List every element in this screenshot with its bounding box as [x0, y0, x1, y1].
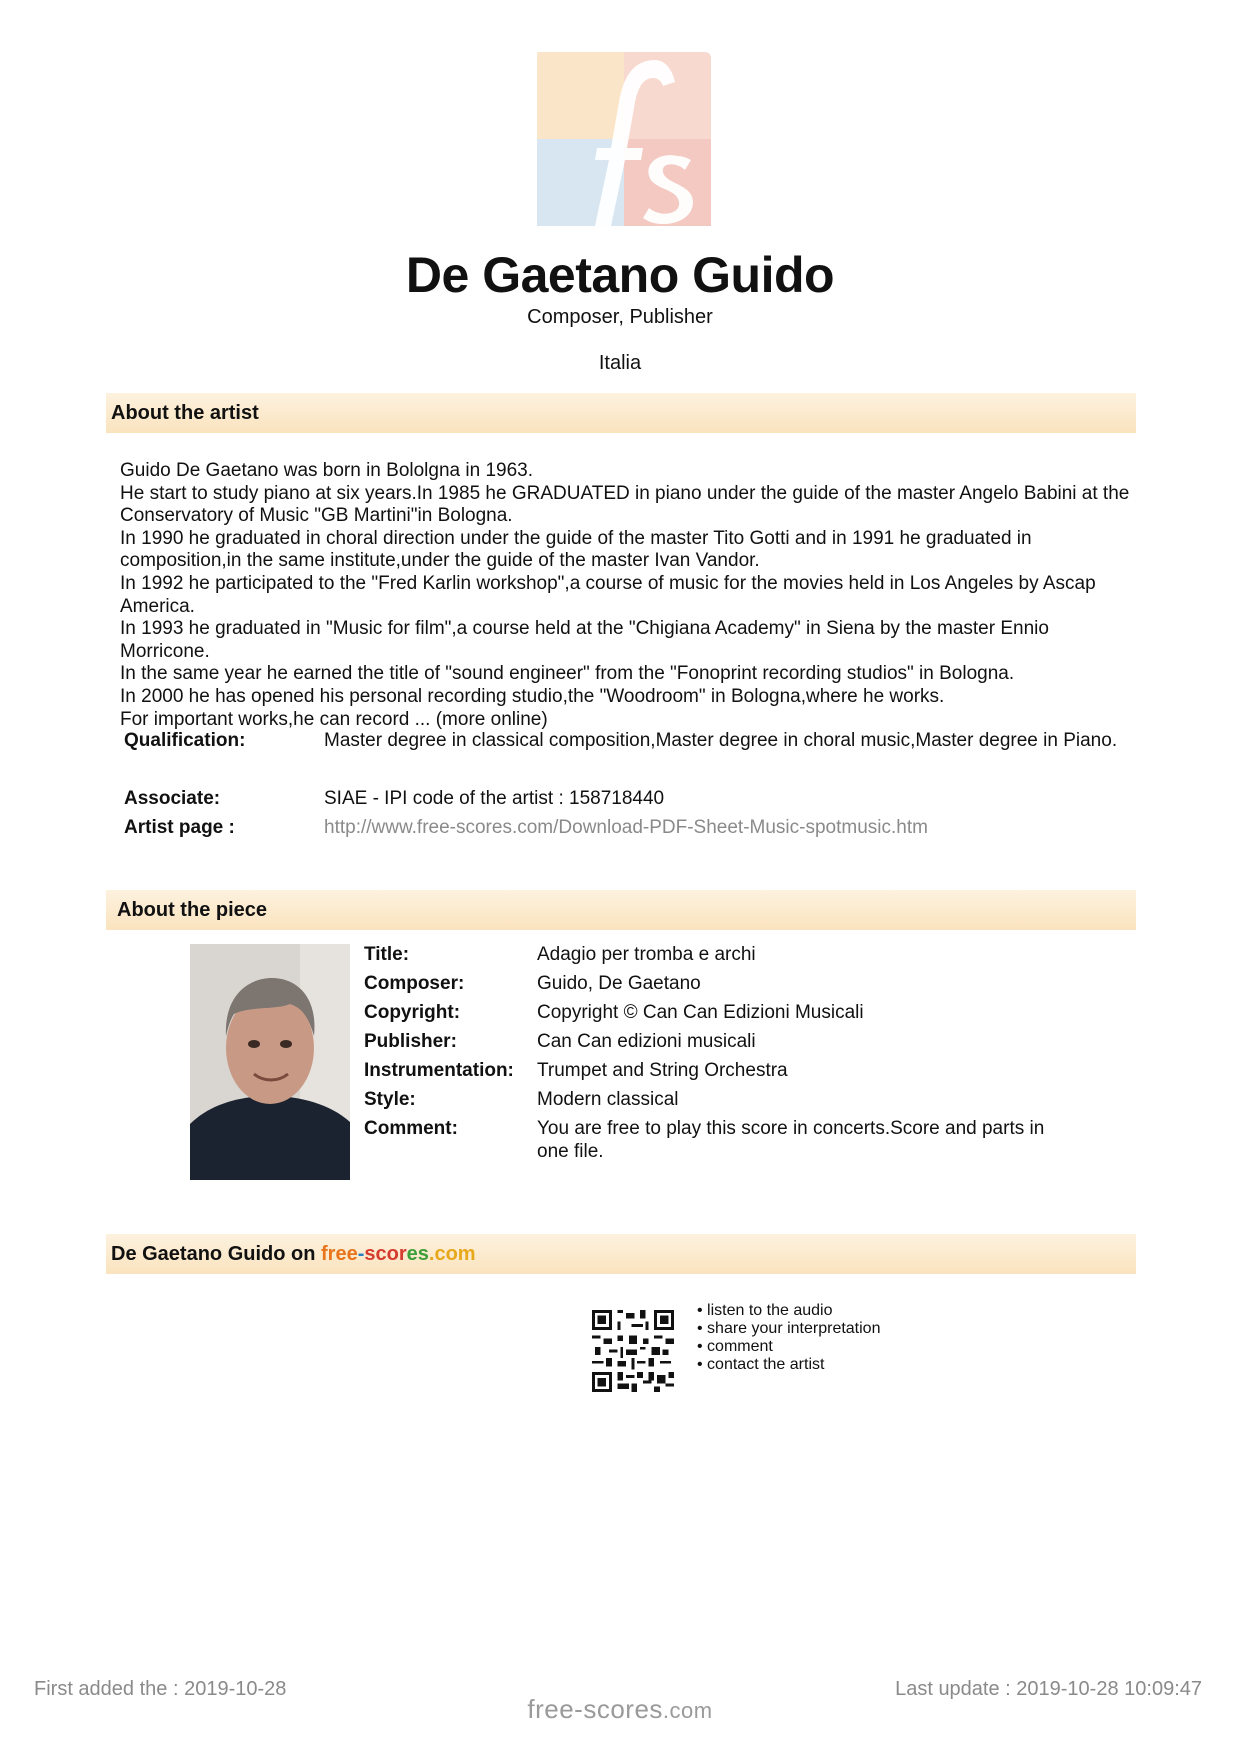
footer-brand[interactable] [0, 1694, 1240, 1725]
feature-item: • listen to the audio [697, 1302, 833, 1319]
associate-value: SIAE - IPI code of the artist : 158718440 [324, 788, 665, 809]
about-piece-header: About the piece [106, 890, 1136, 930]
last-update-date: Last update : 2019-10-28 10:09:47 [895, 1678, 1202, 1700]
bio-line: For important works,he can record ... (more online) [120, 708, 548, 730]
artist-country: Italia [598, 352, 642, 374]
piece-value-title: Adagio per tromba e archi [537, 944, 756, 965]
bio-line: In the same year he earned the title of "sound engineer" from the "Fonoprint recording studios" in Bologna. [120, 663, 1015, 685]
bio-line: In 2000 he has opened his personal recording studio,the "Woodroom" in Bologna,where he works. [120, 685, 945, 707]
site-features-list [697, 1302, 880, 1374]
footer-brand-suffix: .com [662, 1698, 713, 1723]
on-site-header [106, 1234, 1136, 1274]
qualification-value: Master degree in classical composition,Master degree in choral music,Master degree in Piano. [324, 730, 1118, 751]
bio-line: In 1992 he participated to the "Fred Karlin workshop",a course of music for the movies held in Los Angeles by Ascap America. [120, 572, 1096, 617]
associate-label: Associate: [124, 788, 221, 809]
site-name-part[interactable]: .com [428, 1243, 476, 1265]
about-artist-header: About the artist [106, 393, 1136, 433]
artist-page-label: Artist page : [124, 817, 235, 838]
artist-roles: Composer, Publisher [527, 306, 713, 328]
piece-label-style: Style: [364, 1089, 416, 1110]
site-name-part[interactable]: es [406, 1243, 429, 1265]
first-added-date: First added the : 2019-10-28 [34, 1678, 287, 1700]
bio-line: In 1993 he graduated in "Music for film",a course held at the "Chigiana Academy" in Siena by the master Ennio Morricone. [120, 618, 1049, 662]
feature-item: • contact the artist [697, 1356, 825, 1373]
bio-line: He start to study piano at six years.In 1985 he GRADUATED in piano under the guide of the master Angelo Babini at the Conservatory of Music "GB Martini"in Bologna. [120, 482, 1130, 527]
on-site-prefix: De Gaetano Guido on [111, 1243, 322, 1265]
piece-value-copyright: Copyright © Can Can Edizioni Musicali [537, 1002, 864, 1023]
piece-value-style: Modern classical [537, 1089, 679, 1110]
site-name-part[interactable]: - [357, 1243, 365, 1265]
free-scores-logo-icon [537, 52, 711, 226]
piece-label-title: Title: [364, 944, 410, 965]
piece-label-instrumentation: Instrumentation: [364, 1060, 514, 1081]
piece-value-instrumentation: Trumpet and String Orchestra [537, 1060, 788, 1081]
artist-name: De Gaetano Guido [405, 247, 835, 303]
site-name-part[interactable]: scor [364, 1243, 407, 1265]
piece-label-publisher: Publisher: [364, 1031, 457, 1052]
qualification-label: Qualification: [124, 730, 246, 751]
piece-value-comment: You are free to play this score in concerts.Score and parts in one file. [537, 1118, 1045, 1162]
artist-page-link[interactable]: http://www.free-scores.com/Download-PDF-Sheet-Music-spotmusic.htm [324, 817, 928, 838]
piece-value-publisher: Can Can edizioni musicali [537, 1031, 756, 1052]
feature-item: • comment [697, 1338, 773, 1355]
feature-item: • share your interpretation [697, 1320, 881, 1337]
piece-label-composer: Composer: [364, 973, 465, 994]
piece-label-comment: Comment: [364, 1118, 458, 1139]
site-name-part[interactable]: free [321, 1243, 358, 1265]
piece-label-copyright: Copyright: [364, 1002, 461, 1023]
bio-line: In 1990 he graduated in choral direction under the guide of the master Tito Gotti and in 1991 he graduated in composition,in the same institute,under the guide of the master Ivan Vandor. [120, 527, 1032, 572]
artist-bio [120, 460, 1130, 731]
qr-code-icon[interactable] [592, 1310, 674, 1392]
piece-value-composer: Guido, De Gaetano [537, 973, 701, 994]
artist-portrait-photo [190, 944, 350, 1180]
footer-brand-main: free-scores [527, 1694, 663, 1724]
bio-line: Guido De Gaetano was born in Bololgna in 1963. [120, 460, 533, 481]
